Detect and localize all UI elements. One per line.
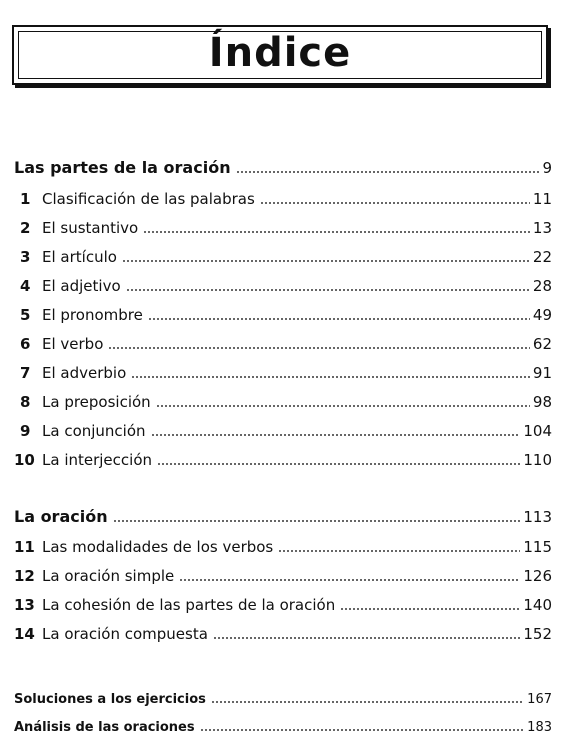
chapter-title: La oración simple <box>42 567 175 585</box>
appendix-title: Análisis de las oraciones <box>14 720 195 735</box>
chapter-number: 9 <box>20 422 31 440</box>
toc-entry[interactable] <box>14 561 552 585</box>
section-title: Las partes de la oración <box>14 158 231 177</box>
page-number: 11 <box>532 190 552 208</box>
toc-entry[interactable] <box>14 300 552 324</box>
page-number: 62 <box>532 335 552 353</box>
leader-dots <box>260 202 530 204</box>
leader-dots <box>200 729 525 731</box>
page-number: 126 <box>523 567 552 585</box>
chapter-title: La cohesión de las partes de la oración <box>42 596 336 614</box>
leader-dots <box>340 608 520 610</box>
chapter-number: 10 <box>14 451 35 469</box>
page-number: 22 <box>532 248 552 266</box>
page-number: 49 <box>532 306 552 324</box>
leader-dots <box>122 260 530 262</box>
leader-dots <box>213 637 520 639</box>
chapter-title: El adjetivo <box>42 277 121 295</box>
chapter-number: 14 <box>14 625 35 643</box>
toc-appendix[interactable] <box>14 711 552 735</box>
chapter-title: La interjección <box>42 451 153 469</box>
toc-entry[interactable] <box>14 532 552 556</box>
toc-entry[interactable] <box>14 242 552 266</box>
page-number: 9 <box>542 159 552 177</box>
page-number: 140 <box>523 596 552 614</box>
chapter-title: El pronombre <box>42 306 143 324</box>
chapter-title: Clasificación de las palabras <box>42 190 255 208</box>
leader-dots <box>236 171 540 173</box>
chapter-number: 1 <box>20 190 31 208</box>
chapter-number: 3 <box>20 248 31 266</box>
page-number: 183 <box>527 720 552 735</box>
chapter-title: El artículo <box>42 248 117 266</box>
leader-dots <box>157 463 520 465</box>
page-number: 13 <box>532 219 552 237</box>
toc-entry[interactable] <box>14 329 552 353</box>
leader-dots <box>113 520 521 522</box>
page-title: Índice <box>208 30 352 76</box>
page-number: 91 <box>532 364 552 382</box>
leader-dots <box>126 289 530 291</box>
chapter-number: 2 <box>20 219 31 237</box>
chapter-title: El sustantivo <box>42 219 139 237</box>
leader-dots <box>211 701 524 703</box>
leader-dots <box>156 405 530 407</box>
chapter-number: 5 <box>20 306 31 324</box>
leader-dots <box>131 376 530 378</box>
chapter-number: 7 <box>20 364 31 382</box>
chapter-title: La oración compuesta <box>42 625 208 643</box>
leader-dots <box>151 434 521 436</box>
appendix-title: Soluciones a los ejercicios <box>14 692 206 707</box>
chapter-number: 8 <box>20 393 31 411</box>
page-number: 152 <box>523 625 552 643</box>
toc-entry[interactable] <box>14 387 552 411</box>
leader-dots <box>278 550 520 552</box>
toc-entry[interactable] <box>14 445 552 469</box>
toc-section-heading[interactable] <box>14 153 552 177</box>
page-number: 98 <box>532 393 552 411</box>
page-number: 28 <box>532 277 552 295</box>
page-number: 104 <box>523 422 552 440</box>
leader-dots <box>108 347 530 349</box>
page-number: 167 <box>527 692 552 707</box>
chapter-title: La conjunción <box>42 422 146 440</box>
toc-appendix[interactable] <box>14 683 552 707</box>
chapter-number: 12 <box>14 567 35 585</box>
page-number: 115 <box>523 538 552 556</box>
title-frame <box>12 25 548 85</box>
page-number: 113 <box>523 508 552 526</box>
chapter-number: 6 <box>20 335 31 353</box>
leader-dots <box>148 318 530 320</box>
chapter-title: El adverbio <box>42 364 127 382</box>
leader-dots <box>143 231 530 233</box>
toc-entry[interactable] <box>14 619 552 643</box>
section-title: La oración <box>14 507 108 526</box>
chapter-title: El verbo <box>42 335 104 353</box>
toc-entry[interactable] <box>14 358 552 382</box>
chapter-number: 4 <box>20 277 31 295</box>
chapter-title: Las modalidades de los verbos <box>42 538 274 556</box>
toc-section-heading[interactable] <box>14 502 552 526</box>
toc-entry[interactable] <box>14 213 552 237</box>
toc-entry[interactable] <box>14 184 552 208</box>
chapter-number: 11 <box>14 538 35 556</box>
toc-entry[interactable] <box>14 271 552 295</box>
page-number: 110 <box>523 451 552 469</box>
toc-entry[interactable] <box>14 416 552 440</box>
leader-dots <box>179 579 520 581</box>
toc-entry[interactable] <box>14 590 552 614</box>
chapter-title: La preposición <box>42 393 151 411</box>
chapter-number: 13 <box>14 596 35 614</box>
